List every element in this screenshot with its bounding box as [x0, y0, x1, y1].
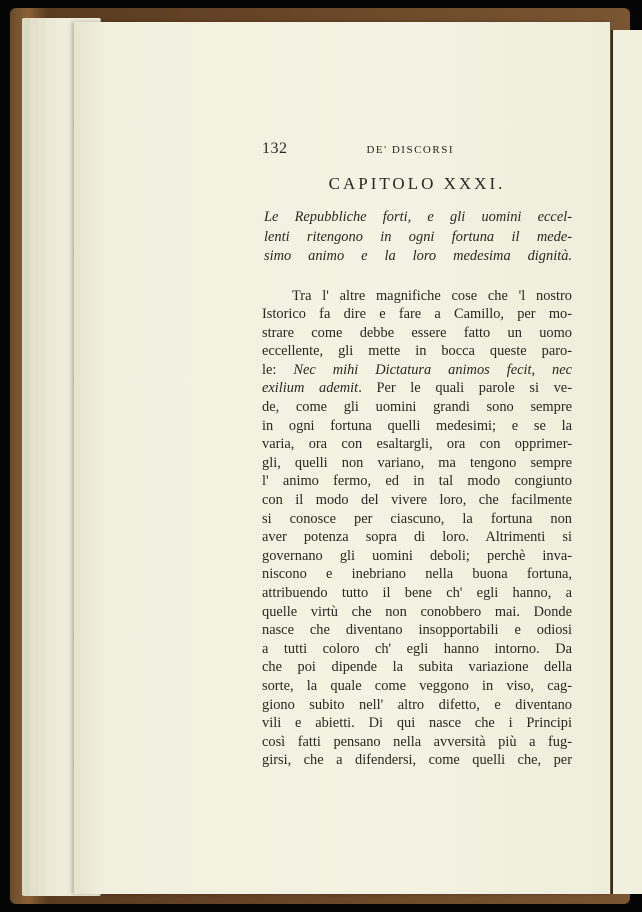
body-line: vili e abietti. Di qui nasce che i Principi — [262, 715, 572, 732]
body-line-text: . Per le quali parole si ve- — [358, 380, 572, 397]
running-header — [262, 140, 572, 160]
summary-line: Le Repubbliche forti, e gli uomini eccel- — [264, 209, 572, 225]
body-line: nasce che diventano insopportabili e odiosi — [262, 622, 572, 639]
body-line: governano gli uomini deboli; perchè inva- — [262, 547, 572, 564]
body-line: che poi dipende la subita variazione della — [262, 659, 572, 676]
body-line: Istorico fa dire e fare a Camillo, per mo- — [262, 306, 572, 323]
body-line: così fatti pensano nella avversità più a fug- — [262, 733, 572, 750]
body-line: attribuendo tutto il bene ch' egli hanno, a — [262, 585, 572, 601]
summary-line: lenti ritengono in ogni fortuna il mede- — [264, 228, 572, 245]
body-line: quelle virtù che non conobbero mai. Donde — [262, 603, 572, 620]
body-line: a tutti coloro ch' egli hanno intorno. Da — [262, 640, 572, 657]
body-text — [262, 287, 572, 770]
body-line: de, come gli uomini grandi sono sempre — [262, 399, 572, 416]
latin-quotation: exilium ademit — [262, 380, 359, 397]
body-line-text: le: — [262, 361, 294, 378]
facing-page-edge — [611, 30, 642, 894]
chapter-summary — [262, 208, 572, 267]
body-line: in ogni fortuna quelli medesimi; e se la — [262, 417, 572, 434]
body-line: con il modo del vivere loro, che facilmente — [262, 492, 572, 509]
page-text-block — [262, 140, 572, 770]
body-line: eccellente, gli mette in bocca queste paro- — [262, 343, 572, 360]
body-line: niscono e inebriano nella buona fortuna, — [262, 566, 572, 583]
body-line: aver potenza sopra di loro. Altrimenti si — [262, 529, 572, 546]
body-line: girsi, che a difendersi, come quelli che, per — [262, 752, 572, 769]
running-head-title: DE' DISCORSI — [366, 144, 454, 156]
body-line: varia, ora con esaltargli, ora con opprimer- — [262, 436, 572, 453]
body-line: sorte, la quale come veggono in viso, cag- — [262, 677, 572, 694]
body-line — [262, 361, 572, 380]
latin-quotation: Nec mihi Dictatura animos fecit, nec — [293, 361, 572, 378]
body-line: Tra l' altre magnifiche cose che 'l nostro — [292, 287, 572, 304]
body-line — [262, 379, 572, 398]
summary-line: simo animo e la loro medesima dignità. — [264, 248, 572, 264]
chapter-title: CAPITOLO XXXI. — [328, 174, 506, 193]
body-line: gli, quelli non variano, ma tengono sempre — [262, 454, 572, 471]
body-line: giono subito nell' altro difetto, e diventano — [262, 696, 572, 713]
page-number: 132 — [262, 140, 288, 157]
body-line: strare come debbe essere fatto un uomo — [262, 324, 572, 341]
body-line: si conosce per ciascuno, la fortuna non — [262, 510, 572, 527]
body-line: l' animo fermo, ed in tal modo congiunto — [262, 473, 572, 490]
